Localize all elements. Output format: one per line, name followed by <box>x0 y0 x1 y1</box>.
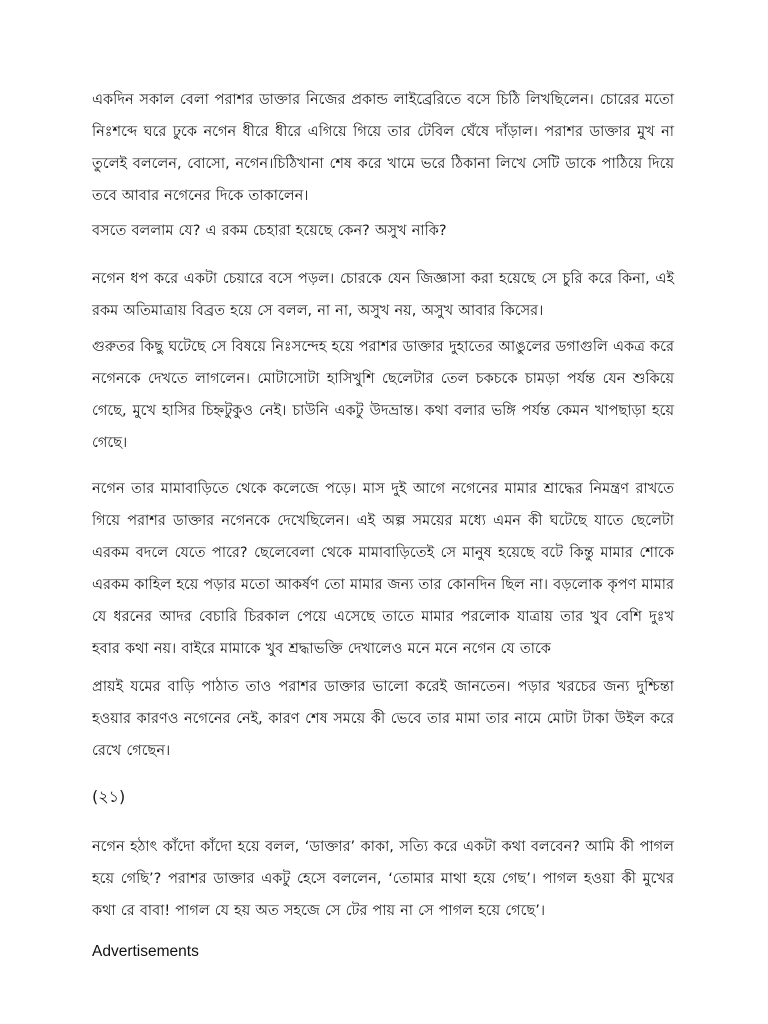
paragraph-6: প্রায়ই যমের বাড়ি পাঠাত তাও পরাশর ডাক্তার ভালো করেই জানতেন। পড়ার খরচের জন্য দুশ্চিন্তা হওয়ার কারণও নগেনের নেই, কারণ শেষ সময়ে কী ভেবে তার মামা তার নামে মোটা টাকা উইল করে রেখে গেছেন। <box>92 679 674 759</box>
paragraph-2: বসতে বললাম যে? এ রকম চেহারা হয়েছে কেন? অসুখ নাকি? <box>92 223 447 239</box>
paragraph-3: নগেন ধপ করে একটা চেয়ারে বসে পড়ল। চোরকে যেন জিজ্ঞাসা করা হয়েছে সে চুরি করে কিনা, এই রকম অতিমাত্রায় বিব্রত হয়ে সে বলল, না না, অসুখ নয়, অসুখ আবার কিসের। <box>92 271 674 319</box>
paragraph-5: নগেন তার মামাবাড়িতে থেকে কলেজে পড়ে। মাস দুই আগে নগেনের মামার শ্রাদ্ধের নিমন্ত্রণ রাখতে গিয়ে পরাশর ডাক্তার নগেনকে দেখেছিলেন। এই অল্প সময়ের মধ্যে এমন কী ঘটেছে যাতে ছেলেটা এরকম বদলে যেতে পারে? ছেলেবেলা থেকে মামাবাড়িতেই সে মানুষ হয়েছে বটে কিন্তু মামার শোকে এরকম কাহিল হয়ে পড়ার মতো আকর্ষণ তো মামার জন্য তার কোনদিন ছিল না। বড়লোক কৃপণ মামার যে ধরনের আদর বেচারি চিরকাল পেয়ে এসেছে তাতে মামার পরলোক যাত্রায় তার খুব বেশি দুঃখ হবার কথা নয়। বাইরে মামাকে খুব শ্রদ্ধাভক্তি দেখালেও মনে মনে নগেন যে তাকে <box>92 481 674 657</box>
paragraph-7: নগেন হঠাৎ কাঁদো কাঁদো হয়ে বলল, ‘ডাক্তার’ কাকা, সত্যি করে একটা কথা বলবেন? আমি কী পাগল হয়ে গেছি’? পরাশর ডাক্তার একটু হেসে বললেন, ‘তোমার মাথা হয়ে গেছ’। পাগল হওয়া কী মুখের কথা রে বাবা! পাগল যে হয় অত সহজে সে টের পায় না সে পাগল হয়ে গেছে’। <box>92 839 674 919</box>
advertisements-label: Advertisements <box>92 943 199 960</box>
paragraph-4: গুরুতর কিছু ঘটেছে সে বিষয়ে নিঃসন্দেহ হয়ে পরাশর ডাক্তার দুহাতের আঙুলের ডগাগুলি একত্র করে নগেনকে দেখতে লাগলেন। মোটাসোটা হাসিখুশি ছেলেটার তেল চকচকে চামড়া পর্যন্ত যেন শুকিয়ে গেছে, মুখে হাসির চিহ্নটুকুও নেই। চাউনি একটু উদভ্রান্ত। কথা বলার ভঙ্গি পর্যন্ত কেমন খাপছাড়া হয়ে গেছে। <box>92 339 674 451</box>
chapter-number: (২১) <box>92 787 126 806</box>
document-page <box>92 84 674 963</box>
paragraph-1: একদিন সকাল বেলা পরাশর ডাক্তার নিজের প্রকান্ড লাইব্রেরিতে বসে চিঠি লিখছিলেন। চোরের মতো নিঃশব্দে ঘরে ঢুকে নগেন ধীরে ধীরে এগিয়ে গিয়ে তার টেবিল ঘেঁষে দাঁড়াল। পরাশর ডাক্তার মুখ না তুলেই বললেন, বোসো, নগেন।চিঠিখানা শেষ করে খামে ভরে ঠিকানা লিখে সেটি ডাকে পাঠিয়ে দিয়ে তবে আবার নগেনের দিকে তাকালেন। <box>92 92 674 204</box>
